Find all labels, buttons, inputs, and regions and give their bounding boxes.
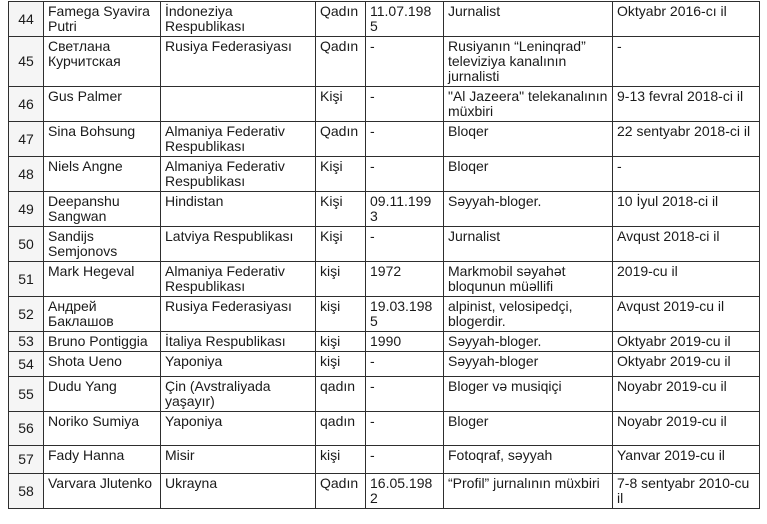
cell-name: Varvara Jlutenko — [44, 474, 161, 509]
cell-country: Misir — [161, 446, 316, 474]
cell-name: Shota Ueno — [44, 352, 161, 377]
cell-name: Gus Palmer — [44, 87, 161, 122]
cell-occupation: Bloqer — [444, 157, 613, 192]
cell-occupation: Bloqer — [444, 122, 613, 157]
cell-date: 9-13 fevral 2018-ci il — [613, 87, 760, 122]
table-row — [9, 37, 760, 87]
people-table — [8, 1, 760, 509]
cell-country: Yaponiya — [161, 352, 316, 377]
cell-date: Oktyabr 2019-cu il — [613, 332, 760, 352]
cell-country: Almaniya Federativ Respublikası — [161, 122, 316, 157]
cell-date: Avqust 2019-cu il — [613, 297, 760, 332]
cell-name: Famega Syavira Putri — [44, 2, 161, 37]
cell-birth-date: 19.03.1985 — [366, 297, 444, 332]
cell-no: 49 — [9, 192, 44, 227]
table-row — [9, 412, 760, 446]
cell-name: Андрей Баклашов — [44, 297, 161, 332]
cell-country: Yaponiya — [161, 412, 316, 446]
cell-occupation: Səyyah-bloger. — [444, 332, 613, 352]
cell-country: Latviya Respublikası — [161, 227, 316, 262]
table-row — [9, 87, 760, 122]
table-row — [9, 262, 760, 297]
cell-no: 48 — [9, 157, 44, 192]
cell-country: Çin (Avstraliyada yaşayır) — [161, 377, 316, 412]
cell-no: 52 — [9, 297, 44, 332]
table-row — [9, 446, 760, 474]
cell-gender: Kişi — [316, 192, 366, 227]
cell-gender: Qadın — [316, 122, 366, 157]
cell-date: Oktyabr 2019-cu il — [613, 352, 760, 377]
cell-birth-date: - — [366, 446, 444, 474]
cell-gender: Kişi — [316, 87, 366, 122]
cell-no: 57 — [9, 446, 44, 474]
cell-no: 54 — [9, 352, 44, 377]
cell-date: 22 sentyabr 2018-ci il — [613, 122, 760, 157]
cell-date: Avqust 2018-ci il — [613, 227, 760, 262]
cell-gender: kişi — [316, 332, 366, 352]
cell-occupation: “Profil” jurnalının müxbiri — [444, 474, 613, 509]
cell-gender: kişi — [316, 297, 366, 332]
cell-gender: Qadın — [316, 2, 366, 37]
cell-date: - — [613, 37, 760, 87]
cell-no: 51 — [9, 262, 44, 297]
cell-no: 55 — [9, 377, 44, 412]
cell-date: 7-8 sentyabr 2010-cu il — [613, 474, 760, 509]
cell-gender: Qadın — [316, 37, 366, 87]
table-row — [9, 2, 760, 37]
cell-gender: kişi — [316, 262, 366, 297]
cell-no: 44 — [9, 2, 44, 37]
cell-birth-date: 1972 — [366, 262, 444, 297]
cell-name: Bruno Pontiggia — [44, 332, 161, 352]
cell-birth-date: - — [366, 412, 444, 446]
cell-gender: qadın — [316, 412, 366, 446]
cell-date: Oktyabr 2016-cı il — [613, 2, 760, 37]
cell-occupation: Səyyah-bloger. — [444, 192, 613, 227]
cell-country: Rusiya Federasiyası — [161, 37, 316, 87]
table-row — [9, 227, 760, 262]
cell-country: Hindistan — [161, 192, 316, 227]
cell-gender: Kişi — [316, 157, 366, 192]
table-row — [9, 192, 760, 227]
table-row — [9, 332, 760, 352]
cell-no: 53 — [9, 332, 44, 352]
cell-birth-date: - — [366, 37, 444, 87]
cell-name: Noriko Sumiya — [44, 412, 161, 446]
cell-country: Almaniya Federativ Respublikası — [161, 262, 316, 297]
cell-country: Almaniya Federativ Respublikası — [161, 157, 316, 192]
cell-birth-date: - — [366, 227, 444, 262]
cell-no: 50 — [9, 227, 44, 262]
cell-birth-date: - — [366, 352, 444, 377]
cell-birth-date: 16.05.1982 — [366, 474, 444, 509]
cell-country: İndoneziya Respublikası — [161, 2, 316, 37]
cell-occupation: alpinist, velosipedçi, blogerdir. — [444, 297, 613, 332]
table-row — [9, 122, 760, 157]
cell-birth-date: - — [366, 122, 444, 157]
cell-name: Sina Bohsung — [44, 122, 161, 157]
cell-no: 47 — [9, 122, 44, 157]
cell-birth-date: 09.11.1993 — [366, 192, 444, 227]
cell-date: 10 İyul 2018-ci il — [613, 192, 760, 227]
cell-birth-date: - — [366, 87, 444, 122]
cell-gender: qadın — [316, 377, 366, 412]
cell-gender: kişi — [316, 446, 366, 474]
table-body — [9, 2, 760, 509]
cell-no: 46 — [9, 87, 44, 122]
table-row — [9, 377, 760, 412]
cell-no: 45 — [9, 37, 44, 87]
cell-birth-date: - — [366, 377, 444, 412]
cell-birth-date: - — [366, 157, 444, 192]
cell-occupation: Markmobil səyahət bloqunun müəllifi — [444, 262, 613, 297]
cell-name: Niels Angne — [44, 157, 161, 192]
cell-name: Sandijs Semjonovs — [44, 227, 161, 262]
cell-no: 58 — [9, 474, 44, 509]
table-row — [9, 297, 760, 332]
cell-gender: Qadın — [316, 474, 366, 509]
cell-no: 56 — [9, 412, 44, 446]
cell-birth-date: 1990 — [366, 332, 444, 352]
cell-gender: kişi — [316, 352, 366, 377]
cell-name: Светлана Курчитская — [44, 37, 161, 87]
cell-name: Fady Hanna — [44, 446, 161, 474]
cell-country: Rusiya Federasiyası — [161, 297, 316, 332]
cell-country: İtaliya Respublikası — [161, 332, 316, 352]
cell-date: Noyabr 2019-cu il — [613, 377, 760, 412]
cell-occupation: Bloger və musiqiçi — [444, 377, 613, 412]
cell-name: Dudu Yang — [44, 377, 161, 412]
cell-name: Deepanshu Sangwan — [44, 192, 161, 227]
cell-birth-date: 11.07.1985 — [366, 2, 444, 37]
table-row — [9, 352, 760, 377]
cell-occupation: Bloger — [444, 412, 613, 446]
cell-date: - — [613, 157, 760, 192]
cell-country — [161, 87, 316, 122]
cell-date: Noyabr 2019-cu il — [613, 412, 760, 446]
cell-occupation: "Al Jazeera" telekanalının müxbiri — [444, 87, 613, 122]
cell-occupation: Jurnalist — [444, 2, 613, 37]
cell-occupation: Fotoqraf, səyyah — [444, 446, 613, 474]
cell-gender: Kişi — [316, 227, 366, 262]
cell-name: Mark Hegeval — [44, 262, 161, 297]
cell-occupation: Səyyah-bloger — [444, 352, 613, 377]
cell-country: Ukrayna — [161, 474, 316, 509]
cell-date: 2019-cu il — [613, 262, 760, 297]
cell-date: Yanvar 2019-cu il — [613, 446, 760, 474]
cell-occupation: Rusiyanın “Leninqrad” televiziya kanalının jurnalisti — [444, 37, 613, 87]
table-row — [9, 157, 760, 192]
table-row — [9, 474, 760, 509]
cell-occupation: Jurnalist — [444, 227, 613, 262]
